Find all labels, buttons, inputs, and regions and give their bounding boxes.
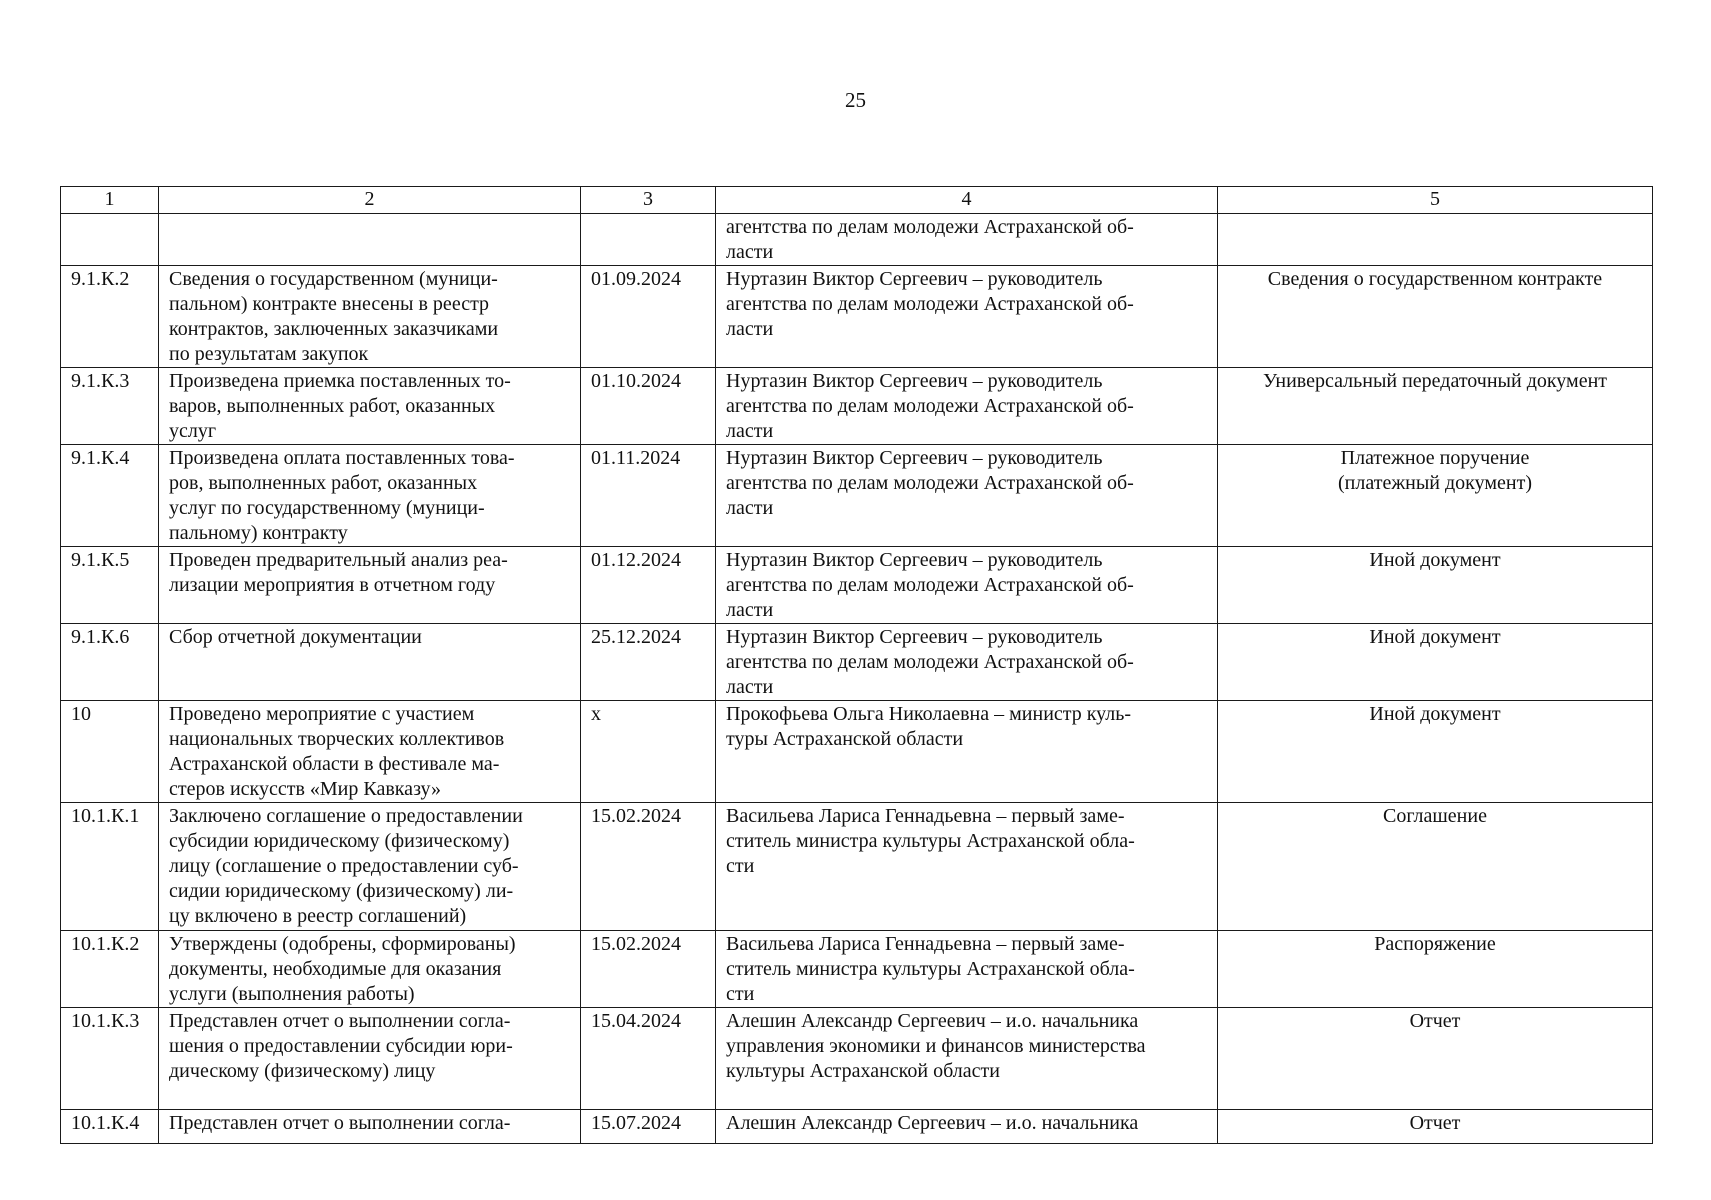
responsible-person-cell: Алешин Александр Сергеевич – и.о. начальника управления экономики и финансов министерства культуры Астраханской области: [716, 1008, 1218, 1110]
due-date-cell: [581, 214, 716, 266]
row-id-cell: 9.1.К.5: [61, 547, 159, 624]
document-type-cell: Иной документ: [1218, 624, 1653, 701]
document-type-cell: [1218, 214, 1653, 266]
responsible-person-cell: Нуртазин Виктор Сергеевич – руководитель агентства по делам молодежи Астраханской об- ласти: [716, 547, 1218, 624]
column-header-1: 1: [61, 187, 159, 214]
result-description-cell: Заключено соглашение о предоставлении субсидии юридическому (физическому) лицу (соглашение о предоставлении суб- сидии юридическому (физическому) ли- цу включено в реестр соглашений): [159, 803, 581, 931]
table-header: [61, 187, 1653, 214]
column-header-5: 5: [1218, 187, 1653, 214]
table-row: [61, 547, 1653, 624]
responsible-person-cell: агентства по делам молодежи Астраханской об- ласти: [716, 214, 1218, 266]
document-type-cell: Сведения о государственном контракте: [1218, 266, 1653, 368]
due-date-cell: 15.02.2024: [581, 803, 716, 931]
responsible-person-cell: Прокофьева Ольга Николаевна – министр куль- туры Астраханской области: [716, 701, 1218, 803]
row-id-cell: 9.1.К.2: [61, 266, 159, 368]
table-row: [61, 931, 1653, 1008]
due-date-cell: 01.10.2024: [581, 368, 716, 445]
document-type-cell: Отчет: [1218, 1008, 1653, 1110]
responsible-person-cell: Васильева Лариса Геннадьевна – первый заме- ститель министра культуры Астраханской обла- сти: [716, 803, 1218, 931]
row-id-cell: 9.1.К.3: [61, 368, 159, 445]
result-description-cell: Утверждены (одобрены, сформированы) документы, необходимые для оказания услуги (выполнения работы): [159, 931, 581, 1008]
row-id-cell: [61, 214, 159, 266]
row-id-cell: 10.1.К.4: [61, 1110, 159, 1144]
table-row: [61, 701, 1653, 803]
result-description-cell: Проведено мероприятие с участием национальных творческих коллективов Астраханской области в фестивале ма- стеров искусств «Мир Кавказу»: [159, 701, 581, 803]
result-description-cell: [159, 214, 581, 266]
row-id-cell: 10.1.К.3: [61, 1008, 159, 1110]
result-description-cell: Произведена приемка поставленных то- варов, выполненных работ, оказанных услуг: [159, 368, 581, 445]
document-type-cell: Соглашение: [1218, 803, 1653, 931]
responsible-person-cell: Нуртазин Виктор Сергеевич – руководитель агентства по делам молодежи Астраханской об- ласти: [716, 266, 1218, 368]
document-type-cell: Распоряжение: [1218, 931, 1653, 1008]
responsible-person-cell: Нуртазин Виктор Сергеевич – руководитель агентства по делам молодежи Астраханской об- ласти: [716, 624, 1218, 701]
result-description-cell: Сведения о государственном (муници- пальном) контракте внесены в реестр контрактов, заключенных заказчиками по результатам закупок: [159, 266, 581, 368]
due-date-cell: 01.11.2024: [581, 445, 716, 547]
column-header-3: 3: [581, 187, 716, 214]
table-row: [61, 1110, 1653, 1144]
row-id-cell: 10: [61, 701, 159, 803]
table-row: [61, 803, 1653, 931]
table-row: [61, 624, 1653, 701]
responsible-person-cell: Алешин Александр Сергеевич – и.о. начальника: [716, 1110, 1218, 1144]
row-id-cell: 9.1.К.4: [61, 445, 159, 547]
responsible-person-cell: Васильева Лариса Геннадьевна – первый заме- ститель министра культуры Астраханской обла- сти: [716, 931, 1218, 1008]
row-id-cell: 9.1.К.6: [61, 624, 159, 701]
column-header-2: 2: [159, 187, 581, 214]
document-type-cell: Отчет: [1218, 1110, 1653, 1144]
table-row: [61, 445, 1653, 547]
table-row: [61, 1008, 1653, 1110]
result-description-cell: Сбор отчетной документации: [159, 624, 581, 701]
due-date-cell: 15.02.2024: [581, 931, 716, 1008]
document-table: [60, 186, 1653, 1144]
due-date-cell: 01.12.2024: [581, 547, 716, 624]
document-type-cell: Иной документ: [1218, 701, 1653, 803]
document-type-cell: Платежное поручение (платежный документ): [1218, 445, 1653, 547]
table-header-row: [61, 187, 1653, 214]
row-id-cell: 10.1.К.2: [61, 931, 159, 1008]
result-description-cell: Произведена оплата поставленных това- ров, выполненных работ, оказанных услуг по государственному (муници- пальному) контракту: [159, 445, 581, 547]
due-date-cell: 15.04.2024: [581, 1008, 716, 1110]
table-row: [61, 214, 1653, 266]
result-description-cell: Представлен отчет о выполнении согла-: [159, 1110, 581, 1144]
document-type-cell: Иной документ: [1218, 547, 1653, 624]
document-type-cell: Универсальный передаточный документ: [1218, 368, 1653, 445]
result-description-cell: Проведен предварительный анализ реа- лизации мероприятия в отчетном году: [159, 547, 581, 624]
result-description-cell: Представлен отчет о выполнении согла- шения о предоставлении субсидии юри- дическому (физическому) лицу: [159, 1008, 581, 1110]
table-body: [61, 214, 1653, 1144]
column-header-4: 4: [716, 187, 1218, 214]
responsible-person-cell: Нуртазин Виктор Сергеевич – руководитель агентства по делам молодежи Астраханской об- ласти: [716, 368, 1218, 445]
due-date-cell: х: [581, 701, 716, 803]
table-row: [61, 368, 1653, 445]
due-date-cell: 15.07.2024: [581, 1110, 716, 1144]
row-id-cell: 10.1.К.1: [61, 803, 159, 931]
table-row: [61, 266, 1653, 368]
due-date-cell: 01.09.2024: [581, 266, 716, 368]
due-date-cell: 25.12.2024: [581, 624, 716, 701]
page-number: 25: [845, 88, 866, 112]
responsible-person-cell: Нуртазин Виктор Сергеевич – руководитель агентства по делам молодежи Астраханской об- ласти: [716, 445, 1218, 547]
